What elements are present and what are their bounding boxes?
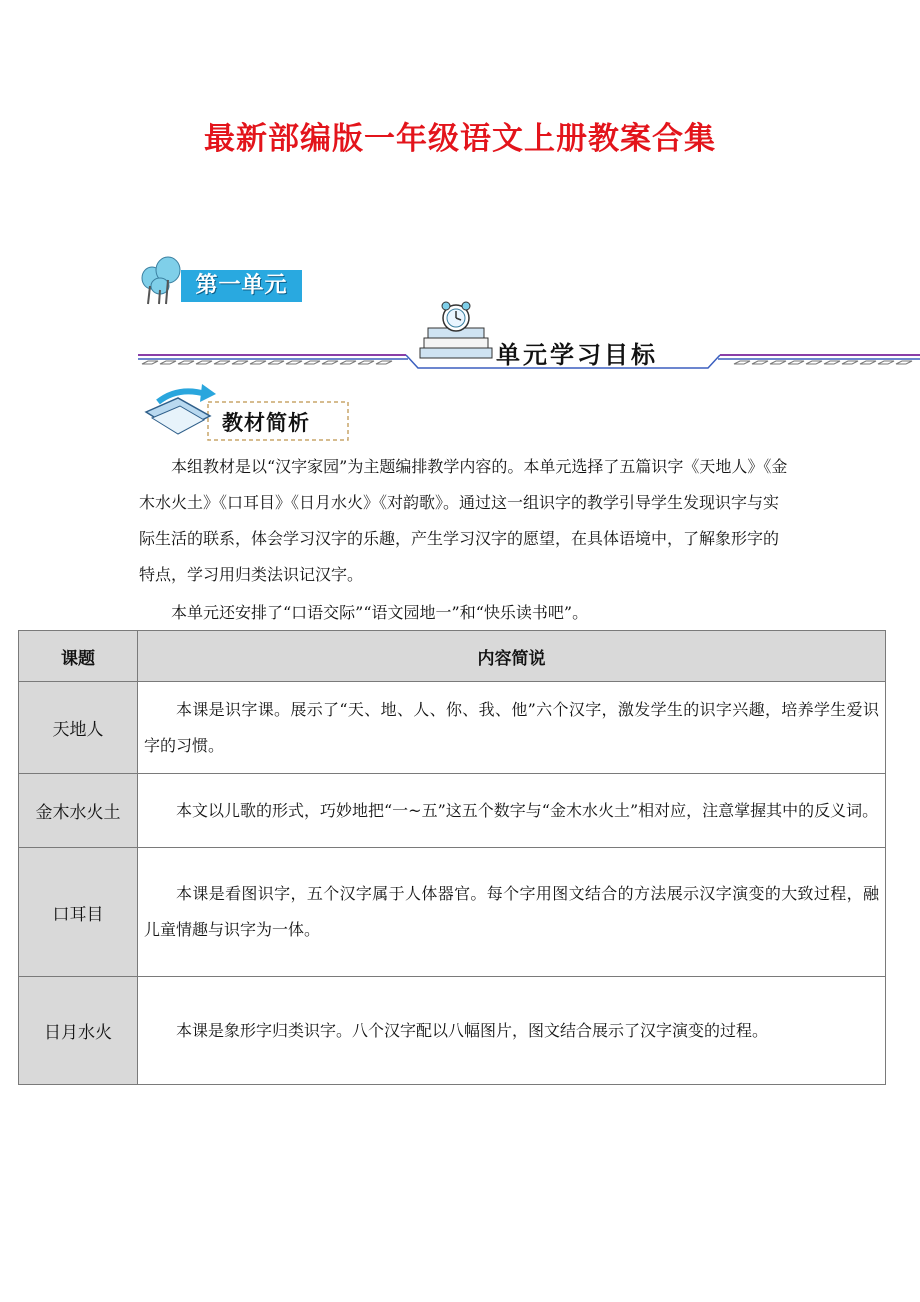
lesson-description: 本文以儿歌的形式，巧妙地把“一~五”这五个数字与“金木水火土”相对应，注意掌握其中的反义词。	[138, 774, 886, 848]
lesson-topic: 天地人	[19, 682, 138, 774]
lesson-topic: 金木水火土	[19, 774, 138, 848]
extra-activities-paragraph: 本单元还安排了“口语交际”“语文园地一”和“快乐读书吧”。	[171, 603, 589, 622]
document-title: 最新部编版一年级语文上册教案合集	[204, 121, 716, 157]
lesson-topic: 日月水火	[19, 977, 138, 1085]
subsection-title: 教材简析	[222, 411, 310, 435]
lesson-table	[18, 630, 886, 1085]
lesson-topic: 口耳目	[19, 848, 138, 977]
lesson-description: 本课是象形字归类识字。八个汉字配以八幅图片，图文结合展示了汉字演变的过程。	[138, 977, 886, 1085]
section-banner-title: 单元学习目标	[496, 341, 658, 369]
unit-badge: 第一单元	[181, 270, 302, 302]
table-row	[19, 848, 886, 977]
header-description: 内容简说	[138, 631, 886, 682]
header-topic: 课题	[19, 631, 138, 682]
table-row	[19, 774, 886, 848]
table-header-row	[19, 631, 886, 682]
lesson-description: 本课是识字课。展示了“天、地、人、你、我、他”六个汉字，激发学生的识字兴趣，培养学生爱识字的习惯。	[138, 682, 886, 774]
lesson-description: 本课是看图识字，五个汉字属于人体器官。每个字用图文结合的方法展示汉字演变的大致过程，融儿童情趣与识字为一体。	[138, 848, 886, 977]
table-row	[19, 977, 886, 1085]
intro-paragraph: 本组教材是以“汉字家园”为主题编排教学内容的。本单元选择了五篇识字《天地人》《金木水火土》《口耳目》《日月水火》《对韵歌》。通过这一组识字的教学引导学生发现识字与实际生活的联系，体会学习汉字的乐趣，产生学习汉字的愿望，在具体语境中，了解象形字的特点，学习用归类法识记汉字。	[139, 457, 788, 584]
table-row	[19, 682, 886, 774]
